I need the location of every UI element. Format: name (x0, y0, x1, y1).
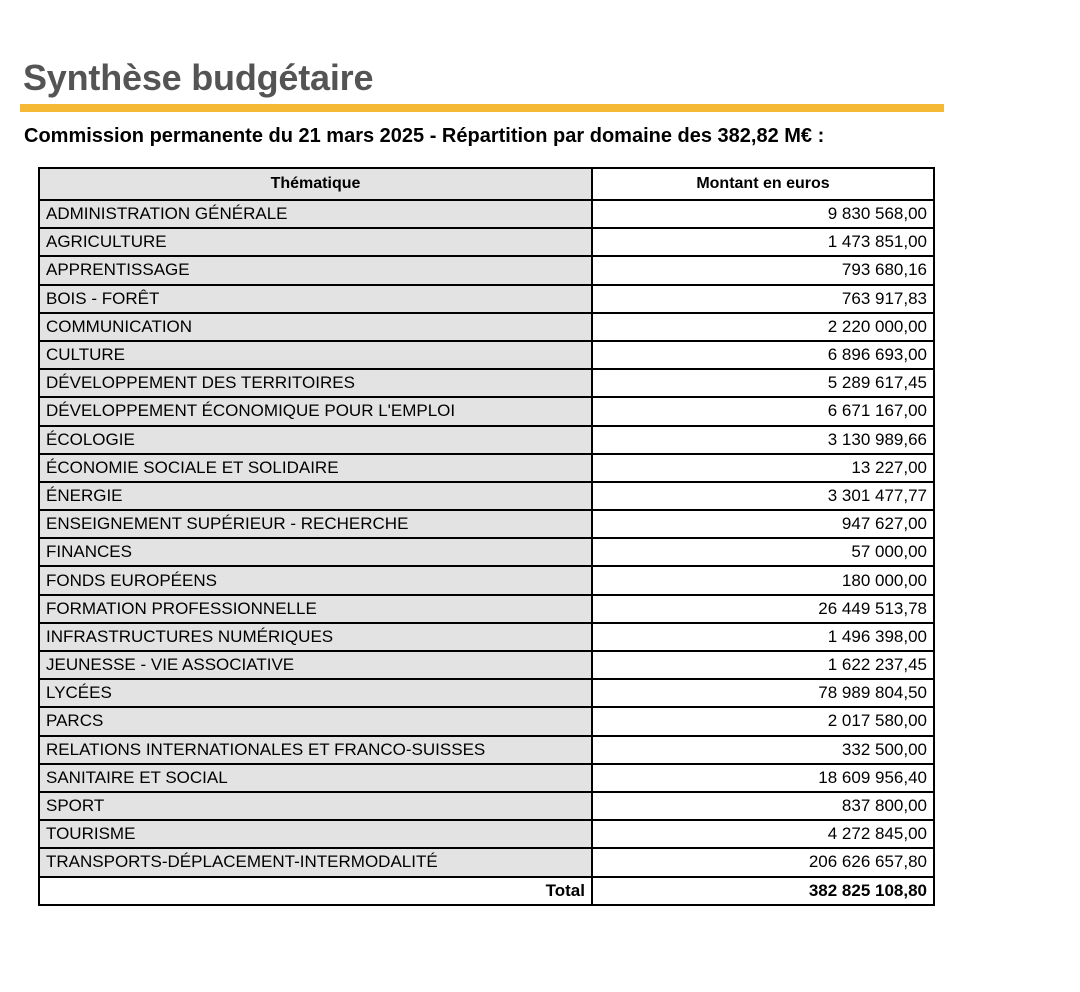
row-thematique: APPRENTISSAGE (39, 256, 592, 284)
row-montant: 9 830 568,00 (592, 200, 934, 228)
row-thematique: ÉCONOMIE SOCIALE ET SOLIDAIRE (39, 454, 592, 482)
table-row (39, 538, 934, 566)
table-row (39, 764, 934, 792)
row-montant: 18 609 956,40 (592, 764, 934, 792)
row-montant: 78 989 804,50 (592, 679, 934, 707)
table-row (39, 200, 934, 228)
row-montant: 6 896 693,00 (592, 341, 934, 369)
total-label: Total (39, 877, 592, 905)
row-montant: 4 272 845,00 (592, 820, 934, 848)
row-montant: 180 000,00 (592, 566, 934, 594)
row-montant: 57 000,00 (592, 538, 934, 566)
row-thematique: DÉVELOPPEMENT DES TERRITOIRES (39, 369, 592, 397)
table-row (39, 313, 934, 341)
row-thematique: SPORT (39, 792, 592, 820)
row-montant: 332 500,00 (592, 736, 934, 764)
row-montant: 837 800,00 (592, 792, 934, 820)
row-thematique: FINANCES (39, 538, 592, 566)
row-thematique: INFRASTRUCTURES NUMÉRIQUES (39, 623, 592, 651)
table-row (39, 566, 934, 594)
row-thematique: ADMINISTRATION GÉNÉRALE (39, 200, 592, 228)
table-row (39, 651, 934, 679)
total-row (39, 877, 934, 905)
table-row (39, 510, 934, 538)
total-amount: 382 825 108,80 (592, 877, 934, 905)
row-montant: 793 680,16 (592, 256, 934, 284)
page-subtitle: Commission permanente du 21 mars 2025 - Répartition par domaine des 382,82 M€ : (24, 125, 825, 147)
table-row (39, 736, 934, 764)
table-row (39, 623, 934, 651)
row-thematique: AGRICULTURE (39, 228, 592, 256)
table-row (39, 285, 934, 313)
row-montant: 2 220 000,00 (592, 313, 934, 341)
row-montant: 1 496 398,00 (592, 623, 934, 651)
row-montant: 1 622 237,45 (592, 651, 934, 679)
table-row (39, 792, 934, 820)
row-montant: 13 227,00 (592, 454, 934, 482)
row-thematique: ÉCOLOGIE (39, 426, 592, 454)
row-thematique: FONDS EUROPÉENS (39, 566, 592, 594)
row-montant: 206 626 657,80 (592, 848, 934, 876)
row-thematique: ENSEIGNEMENT SUPÉRIEUR - RECHERCHE (39, 510, 592, 538)
table-row (39, 369, 934, 397)
title-underline (20, 104, 944, 112)
table-row (39, 848, 934, 876)
table-row (39, 426, 934, 454)
row-montant: 5 289 617,45 (592, 369, 934, 397)
table-row (39, 595, 934, 623)
row-thematique: BOIS - FORÊT (39, 285, 592, 313)
row-thematique: RELATIONS INTERNATIONALES ET FRANCO-SUISSES (39, 736, 592, 764)
row-thematique: CULTURE (39, 341, 592, 369)
table-row (39, 454, 934, 482)
row-thematique: LYCÉES (39, 679, 592, 707)
row-thematique: FORMATION PROFESSIONNELLE (39, 595, 592, 623)
row-thematique: TRANSPORTS-DÉPLACEMENT-INTERMODALITÉ (39, 848, 592, 876)
row-montant: 3 130 989,66 (592, 426, 934, 454)
row-montant: 2 017 580,00 (592, 707, 934, 735)
table-row (39, 397, 934, 425)
table-row (39, 341, 934, 369)
table-row (39, 679, 934, 707)
row-montant: 6 671 167,00 (592, 397, 934, 425)
page-title: Synthèse budgétaire (23, 57, 374, 98)
table-row (39, 707, 934, 735)
row-montant: 763 917,83 (592, 285, 934, 313)
row-thematique: JEUNESSE - VIE ASSOCIATIVE (39, 651, 592, 679)
row-montant: 947 627,00 (592, 510, 934, 538)
table-row (39, 256, 934, 284)
row-thematique: DÉVELOPPEMENT ÉCONOMIQUE POUR L'EMPLOI (39, 397, 592, 425)
table-body (39, 200, 934, 877)
row-thematique: PARCS (39, 707, 592, 735)
header-montant: Montant en euros (592, 168, 934, 200)
header-thematique: Thématique (39, 168, 592, 200)
table-row (39, 228, 934, 256)
row-thematique: COMMUNICATION (39, 313, 592, 341)
table-row (39, 482, 934, 510)
budget-table (38, 167, 935, 906)
row-thematique: ÉNERGIE (39, 482, 592, 510)
row-montant: 26 449 513,78 (592, 595, 934, 623)
row-thematique: TOURISME (39, 820, 592, 848)
table-row (39, 820, 934, 848)
row-montant: 3 301 477,77 (592, 482, 934, 510)
table-header-row (39, 168, 934, 200)
row-montant: 1 473 851,00 (592, 228, 934, 256)
row-thematique: SANITAIRE ET SOCIAL (39, 764, 592, 792)
